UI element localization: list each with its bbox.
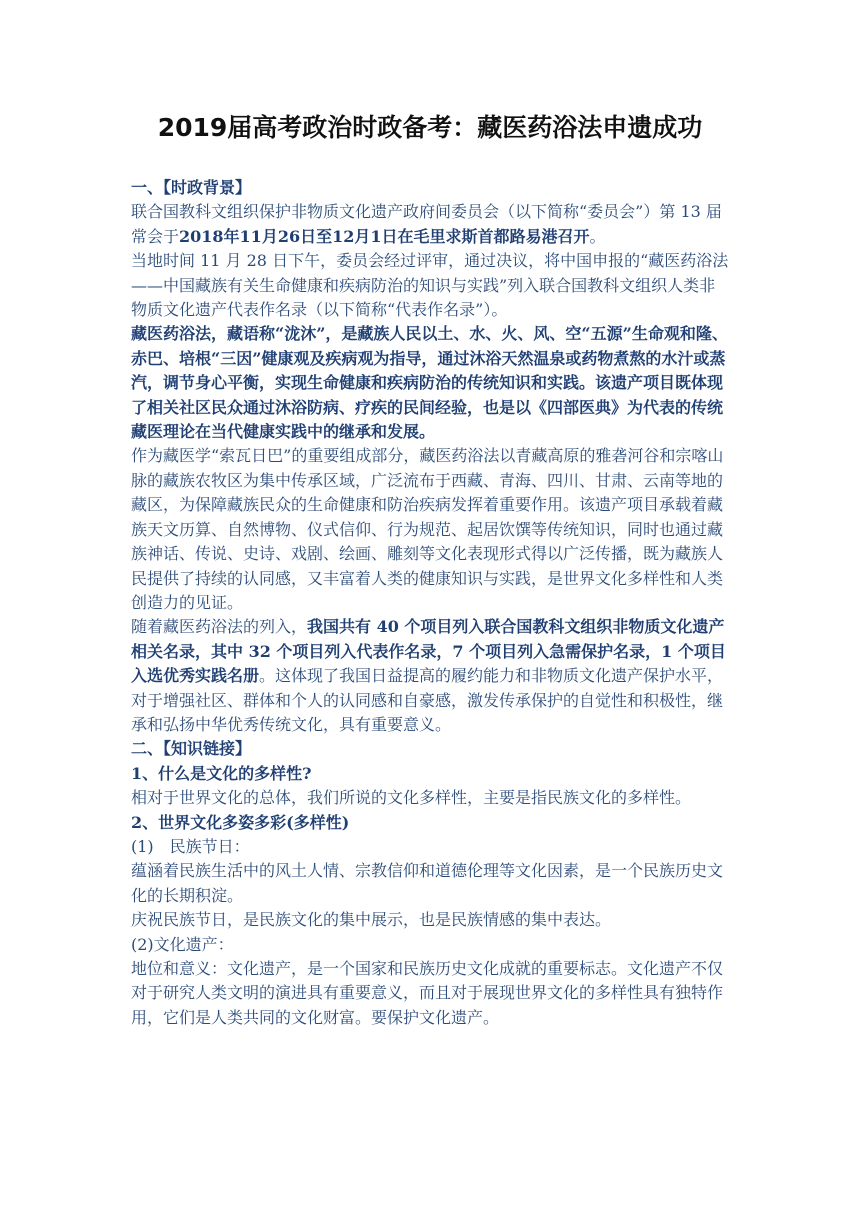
paragraph-intro-date-place: 2018年11月26日至12月1日在毛里求斯首都路易港召开 (179, 226, 590, 246)
paragraph-intro-line1: 联合国教科文组织保护非物质文化遗产政府间委员会（以下简称“委员会”） (131, 202, 660, 222)
document-body (131, 176, 731, 1030)
paragraph-statistics (131, 615, 731, 737)
item-festival-text-2: 庆祝民族节日，是民族文化的集中展示，也是民族情感的集中表达。 (131, 910, 612, 930)
paragraph-intro-part-a: 第 13 届常会于 (131, 202, 722, 246)
section-heading-knowledge: 二、【知识链接】 (131, 739, 252, 759)
paragraph-definition: 藏医药浴法，藏语称“泷沐”，是藏族人民以土、水、火、风、空“五源”生命观和隆、赤巴、培根“三因”健康观及疾病观为指导，通过沐浴天然温泉或药物煮熬的水汁或蒸汽，调节身心平衡，实现生命健康和疾病防治的传统知识和实践。该遗产项目既体现了相关社区民众通过沐浴防病、疗疾的民间经验，也是以《四部医典》为代表的传统藏医理论在当代健康实践中的继承和发展。 (131, 324, 728, 442)
paragraph-decision: 当地时间 11 月 28 日下午，委员会经过评审，通过决议，将中国申报的“藏医药浴法——中国藏族有关生命健康和疾病防治的知识与实践”列入联合国教科文组织人类非物质文化遗产代表作名录（以下简称“代表作名录”）。 (131, 251, 729, 320)
paragraph-intro-part-c: 。 (589, 226, 606, 246)
item-festival-text-1: 蕴涵着民族生活中的风土人情、宗教信仰和道德伦理等文化因素，是一个民族历史文化的长期积淀。 (131, 861, 724, 905)
paragraph-importance: 作为藏医学“索瓦日巴”的重要组成部分，藏医药浴法以青藏高原的雅砻河谷和宗喀山脉的藏族农牧区为集中传承区域，广泛流布于西藏、青海、四川、甘肃、云南等地的藏区，为保障藏族民众的生命健康和防治疾病发挥着重要作用。该遗产项目承载着藏族天文历算、自然博物、仪式信仰、行为规范、起居饮馔等传统知识，同时也通过藏族神话、传说、史诗、戏剧、绘画、雕刻等文化表现形式得以广泛传播，既为藏族人民提供了持续的认同感，又丰富着人类的健康知识与实践，是世界文化多样性和人类创造力的见证。 (131, 446, 724, 612)
document-title: 2019届高考政治时政备考：藏医药浴法申遗成功 (157, 113, 703, 142)
item-heritage-text-1: 地位和意义：文化遗产，是一个国家和民族历史文化成就的重要标志。文化遗产不仅对于研究人类文明的演进具有重要意义，而且对于展现世界文化的多样性具有独特作用，它们是人类共同的文化财富。要保护文化遗产。 (131, 959, 724, 1027)
question-1: 1、什么是文化的多样性? (131, 763, 312, 783)
item-heritage-heading: (2)文化遗产： (131, 934, 234, 954)
paragraph-statistics-bold: 我国共有 40 个项目列入联合国教科文组织非物质文化遗产相关名录，其中 32 个项目列入代表作名录，7 个项目列入急需保护名录，1 个项目入选优秀实践名册 (131, 617, 726, 686)
paragraph-statistics-tail: 。这体现了我国日益提高的履约能力和非物质文化遗产保护水平，对于增强社区、群体和个人的认同感和自豪感，激发传承保护的自觉性和积极性，继承和弘扬中华优秀传统文化，具有重要意义。 (131, 666, 724, 734)
section-heading-background: 一、【时政背景】 (131, 178, 252, 197)
item-festival-heading: (1) 民族节日： (131, 836, 250, 856)
question-2: 2、世界文化多姿多彩(多样性) (131, 812, 350, 832)
answer-1: 相对于世界文化的总体，我们所说的文化多样性，主要是指民族文化的多样性。 (131, 788, 692, 808)
paragraph-intro (131, 200, 731, 249)
paragraph-statistics-lead: 随着藏医药浴法的列入， (131, 617, 308, 637)
